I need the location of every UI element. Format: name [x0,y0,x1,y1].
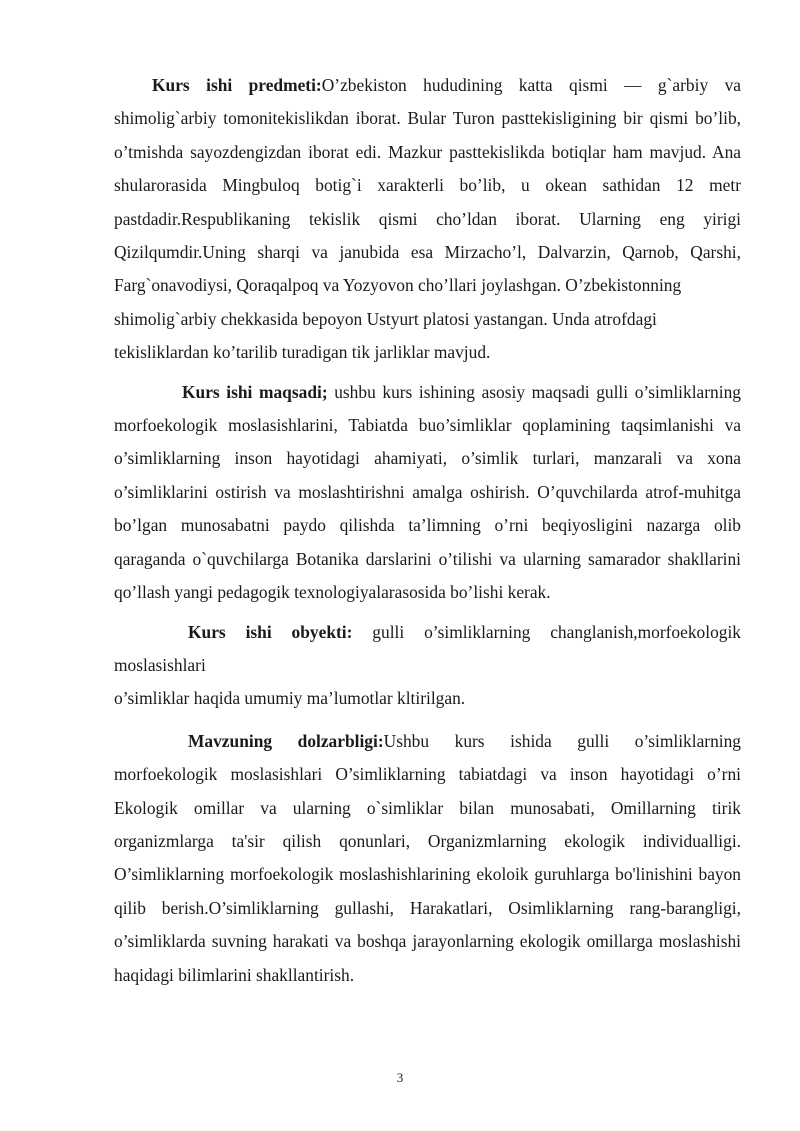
subject-label: Kurs ishi predmeti: [152,75,322,95]
object-text: gulli o’simliklarning changlanish,morfoekologik moslasishlari [114,621,741,675]
goal-text: ushbu kurs ishining asosiy maqsadi gulli o’simliklarning morfoekologik moslasishlarini, Tabiatda buo’simliklar qoplamining taqsimlanishi va o’simliklarning inson hayotidagi ahamiyati, o’simlik turlari, manzarali va xona o’simliklarini ostirish va moslashtirishni amalga oshirish. O’quvchilarda atrof-muhitga bo’lgan munosabatni paydo qilishda ta’limning o’rni beqiyosligini nazarga olib qaraganda o`quvchilarga Botanika darslarini o’tilishi va ularning samarador shakllarini qo’llash yangi pedagogik texnologiyalarasosida bo’lishi kerak. [114,381,741,603]
relevance-paragraph [114,725,741,992]
subject-text: O’zbekiston hududining katta qismi — g`arbiy va shimolig`arbiy tomonitekislikdan iborat. Bular Turon pasttekisligining bir qismi bo’lib, o’tmishda sayozdengizdan iborat edi. Mazkur pasttekislikda botiqlar ham mavjud. Ana shularorasida Mingbuloq botig`i xarakterli bo’lib, u okean sathidan 12 metr pastdadir.Respublikaning tekislik qismi cho’ldan iborat. Ularning eng yirigi Qizilqumdir.Uning sharqi va janubida esa Mirzacho’l, Dalvarzin, Qarnob, Qarshi, Farg`onavodiysi, Qoraqalpoq va Yozyovon cho’llari joylashgan. O’zbekistonning [114,75,741,296]
relevance-label: Mavzuning dolzarbligi: [188,730,384,751]
page-number: 3 [396,1070,404,1085]
object-label: Kurs ishi obyekti: [188,621,353,642]
object-paragraph [114,616,741,683]
subject-text-continued: shimolig`arbiy chekkasida bepoyon Ustyurt platosi yastangan. Unda atrofdagi tekisliklardan ko’tarilib turadigan tik jarliklar mavjud. [114,308,657,363]
object-text-continued: o’simliklar haqida umumiy ma’lumotlar kltirilgan. [114,688,466,709]
goal-paragraph [114,376,741,610]
body-text [114,69,741,992]
goal-label: Kurs ishi maqsadi; [182,381,328,402]
subject-paragraph [114,69,741,303]
subject-continuation [114,303,741,370]
object-continuation [114,682,741,715]
relevance-text: Ushbu kurs ishida gulli o’simliklarning morfoekologik moslasishlari O’simliklarning tabiatdagi va inson hayotidagi o’rni Ekologik omillar va ularning o`simliklar bilan munosabati, Omillarning tirik organizmlarga ta'sir qilish qonunlari, Organizmlarning ekologik individualligi. O’simliklarning morfoekologik moslashishlarining ekoloik guruhlarga bo'linishini bayon qilib berish.O’simliklarning gullashi, Harakatlari, Osimliklarning rang-barangligi, o’simliklarda suvning harakati va boshqa jarayonlarning ekologik omillarga moslashishi haqidagi bilimlarini shakllantirish. [114,730,742,985]
